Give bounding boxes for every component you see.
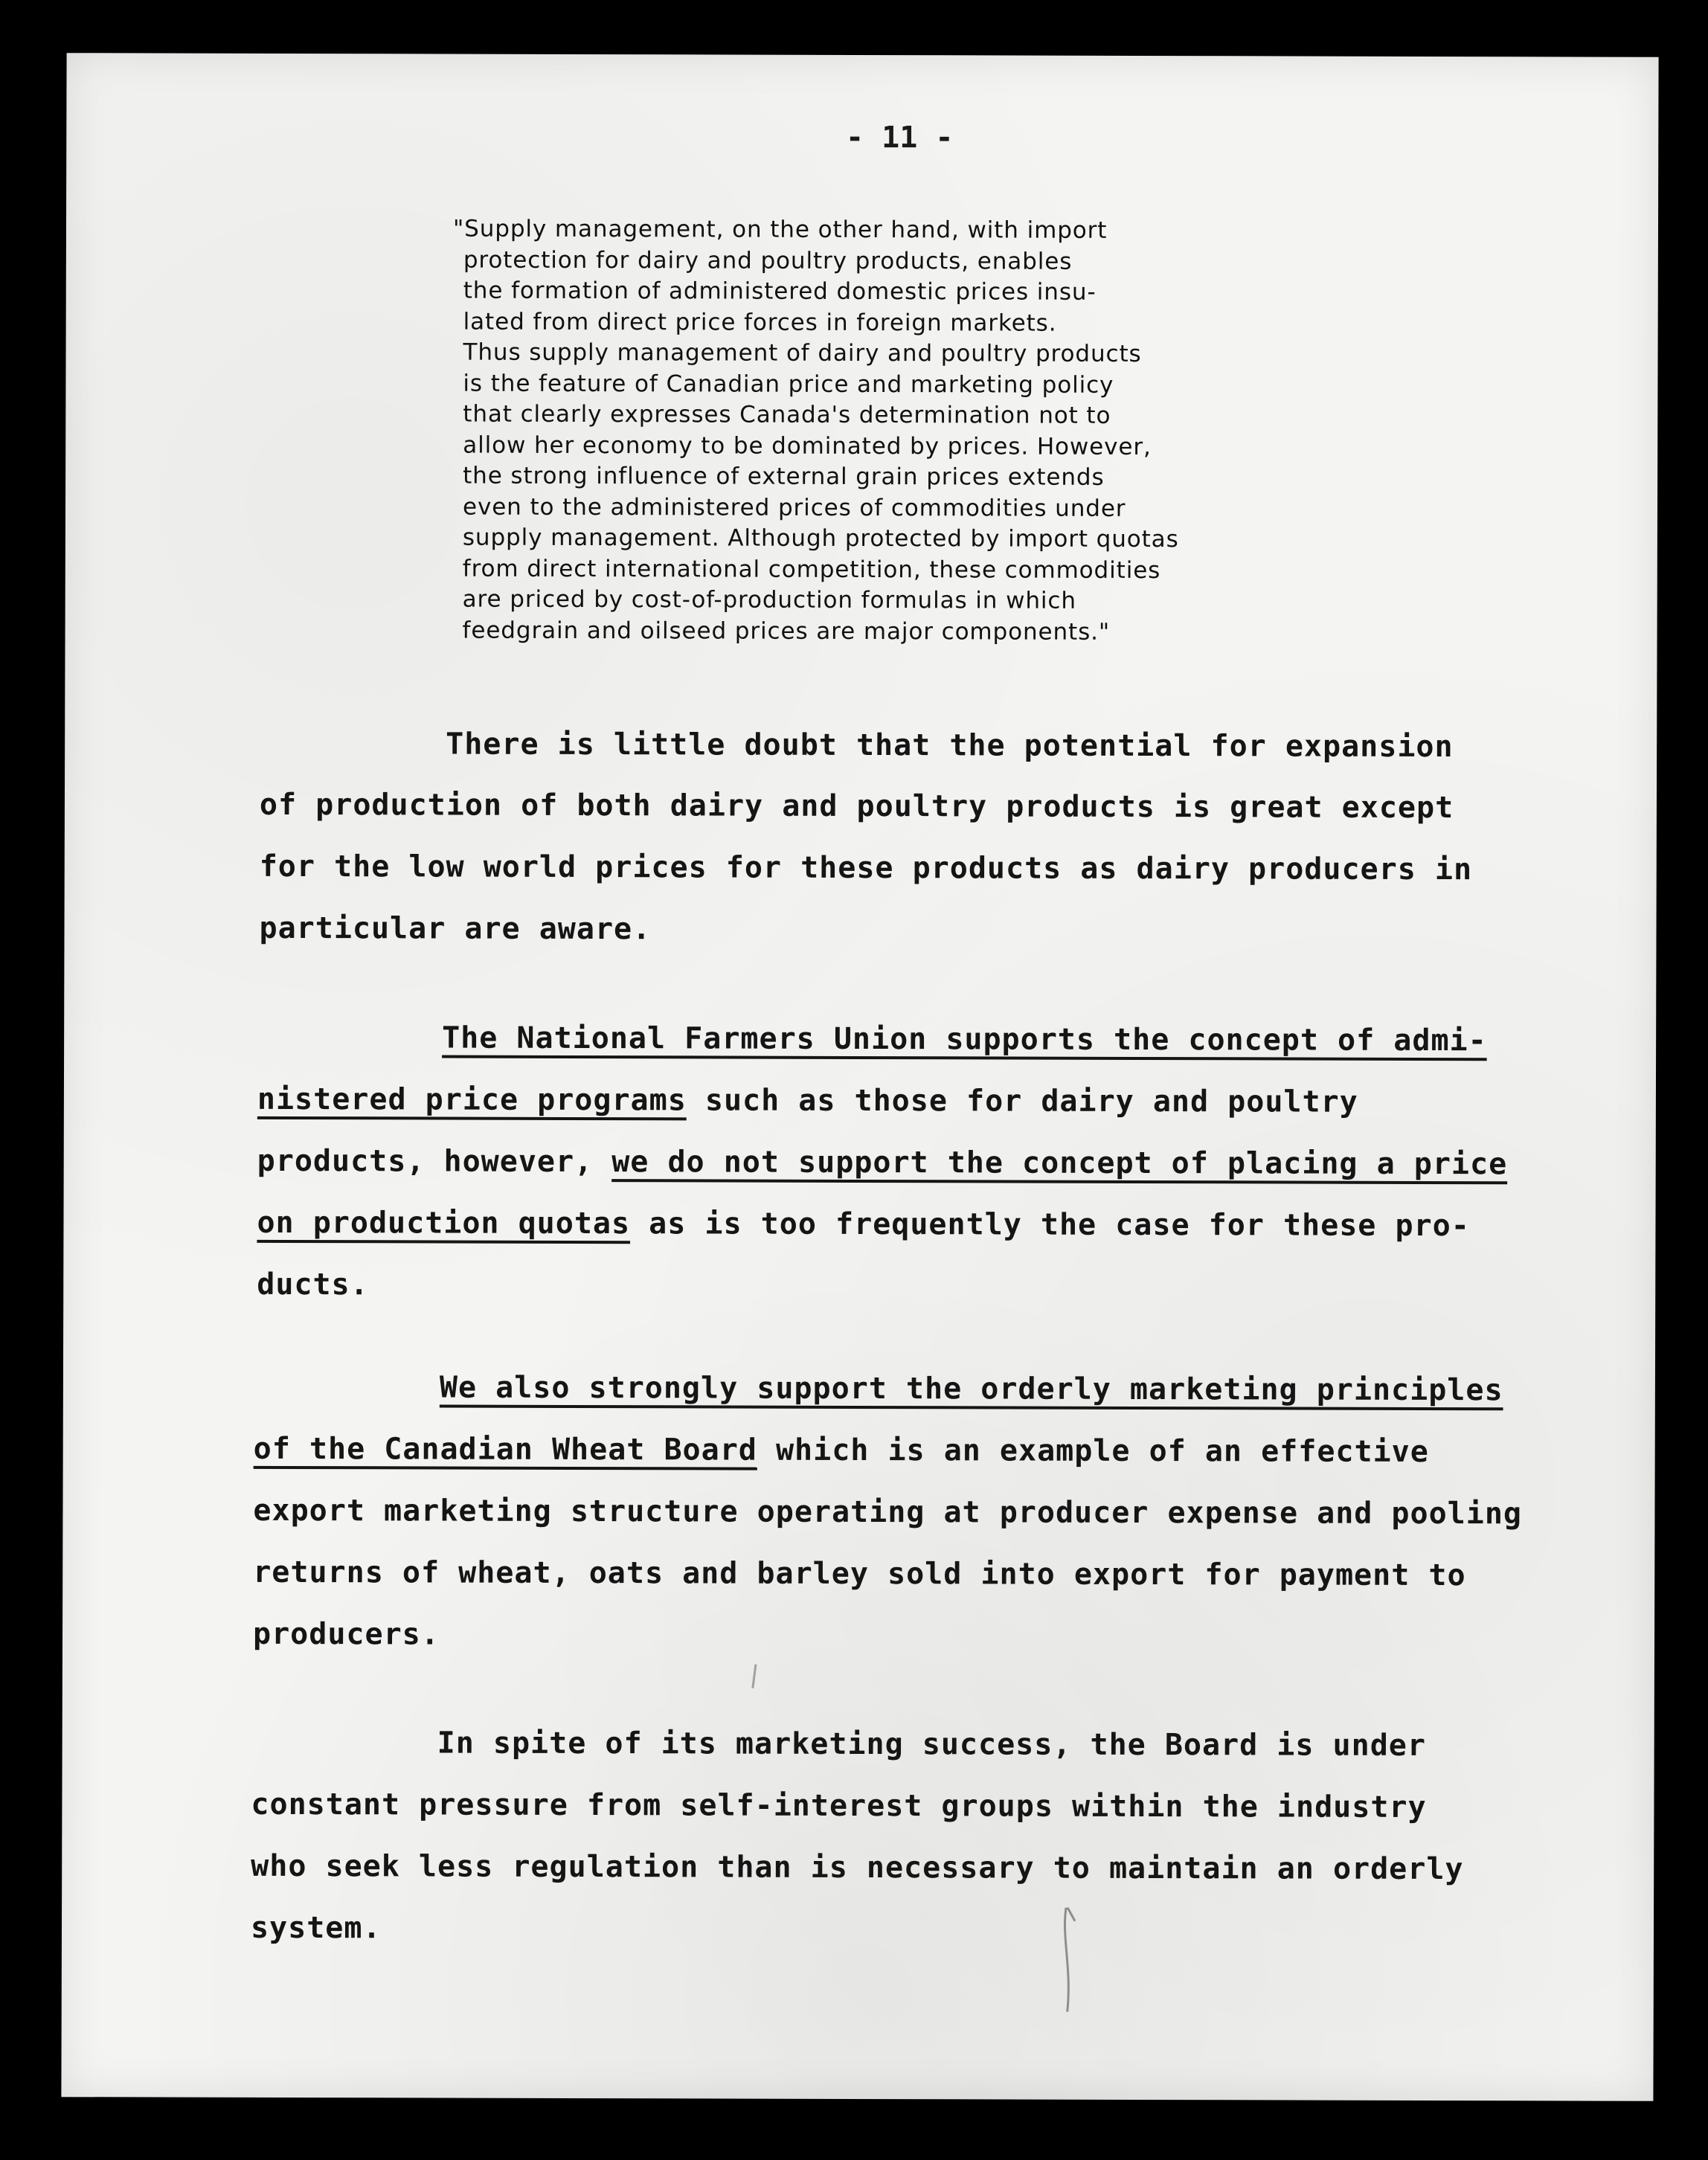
quote-line: "Supply management, on the other hand, with import	[452, 215, 1108, 244]
plain-text: such as those for dairy and poultry	[686, 1083, 1358, 1119]
paragraph-line: producers.	[252, 1616, 440, 1652]
paragraph-line: who seek less regulation than is necessary to maintain an orderly	[251, 1848, 1464, 1887]
paragraph-line	[442, 1021, 1487, 1058]
quote-line: lated from direct price forces in foreign markets.	[463, 308, 1057, 337]
quote-line: Thus supply management of dairy and poultry products	[463, 338, 1142, 367]
paragraph-line	[257, 1144, 1508, 1181]
pencil-mark	[1051, 1900, 1096, 2019]
quote-line: are priced by cost-of-production formulas in which	[462, 585, 1077, 614]
paragraph-line: In spite of its marketing success, the Board is under	[437, 1726, 1427, 1763]
paragraph-line: ducts.	[257, 1267, 369, 1302]
quote-line: the strong influence of external grain prices extends	[463, 462, 1105, 491]
underlined-text: we do not support the concept of placing a price	[611, 1145, 1508, 1182]
paragraph-line: returns of wheat, oats and barley sold into export for payment to	[253, 1555, 1466, 1593]
underlined-text: of the Canadian Wheat Board	[253, 1431, 757, 1468]
underlined-text: on production quotas	[257, 1205, 631, 1241]
paragraph-line	[257, 1082, 1358, 1119]
quote-line: protection for dairy and poultry products, enables	[463, 246, 1073, 275]
plain-text: as is too frequently the case for these pro-	[630, 1206, 1470, 1244]
plain-text: which is an example of an effective	[757, 1433, 1429, 1470]
paragraph-line: of production of both dairy and poultry products is great except	[259, 787, 1454, 826]
quote-line: even to the administered prices of commodities under	[462, 493, 1126, 522]
paragraph-line: constant pressure from self-interest groups within the industry	[251, 1787, 1427, 1825]
quote-line: that clearly expresses Canada's determination not to	[463, 400, 1111, 429]
underlined-text: The National Farmers Union supports the concept of admi-	[442, 1020, 1487, 1058]
underlined-text: We also strongly support the orderly marketing principles	[439, 1370, 1503, 1408]
block-quote	[452, 214, 1421, 649]
quote-line: the formation of administered domestic prices insu-	[463, 277, 1097, 306]
paragraph-line: particular are aware.	[259, 910, 652, 947]
paragraph-line: export marketing structure operating at producer expense and pooling	[253, 1493, 1523, 1531]
underlined-text: nistered price programs	[257, 1081, 687, 1118]
paragraph-line	[254, 1432, 1429, 1469]
pencil-mark	[747, 1662, 762, 1691]
paragraph-line	[440, 1371, 1503, 1408]
quote-line: is the feature of Canadian price and marketing policy	[463, 370, 1114, 399]
document-page	[61, 53, 1658, 2101]
quote-line: feedgrain and oilseed prices are major components."	[462, 617, 1111, 646]
paragraph-line: There is little doubt that the potential for expansion	[446, 727, 1454, 765]
plain-text: products, however,	[257, 1143, 612, 1180]
paragraph-line: for the low world prices for these products as dairy producers in	[259, 849, 1473, 887]
quote-line: allow her economy to be dominated by prices. However,	[463, 431, 1152, 460]
paragraph-line	[257, 1206, 1469, 1243]
page-number: - 11 -	[845, 120, 954, 155]
quote-line: from direct international competition, these commodities	[462, 555, 1161, 584]
paragraph-line: system.	[250, 1910, 382, 1946]
quote-line: supply management. Although protected by import quotas	[462, 524, 1179, 553]
